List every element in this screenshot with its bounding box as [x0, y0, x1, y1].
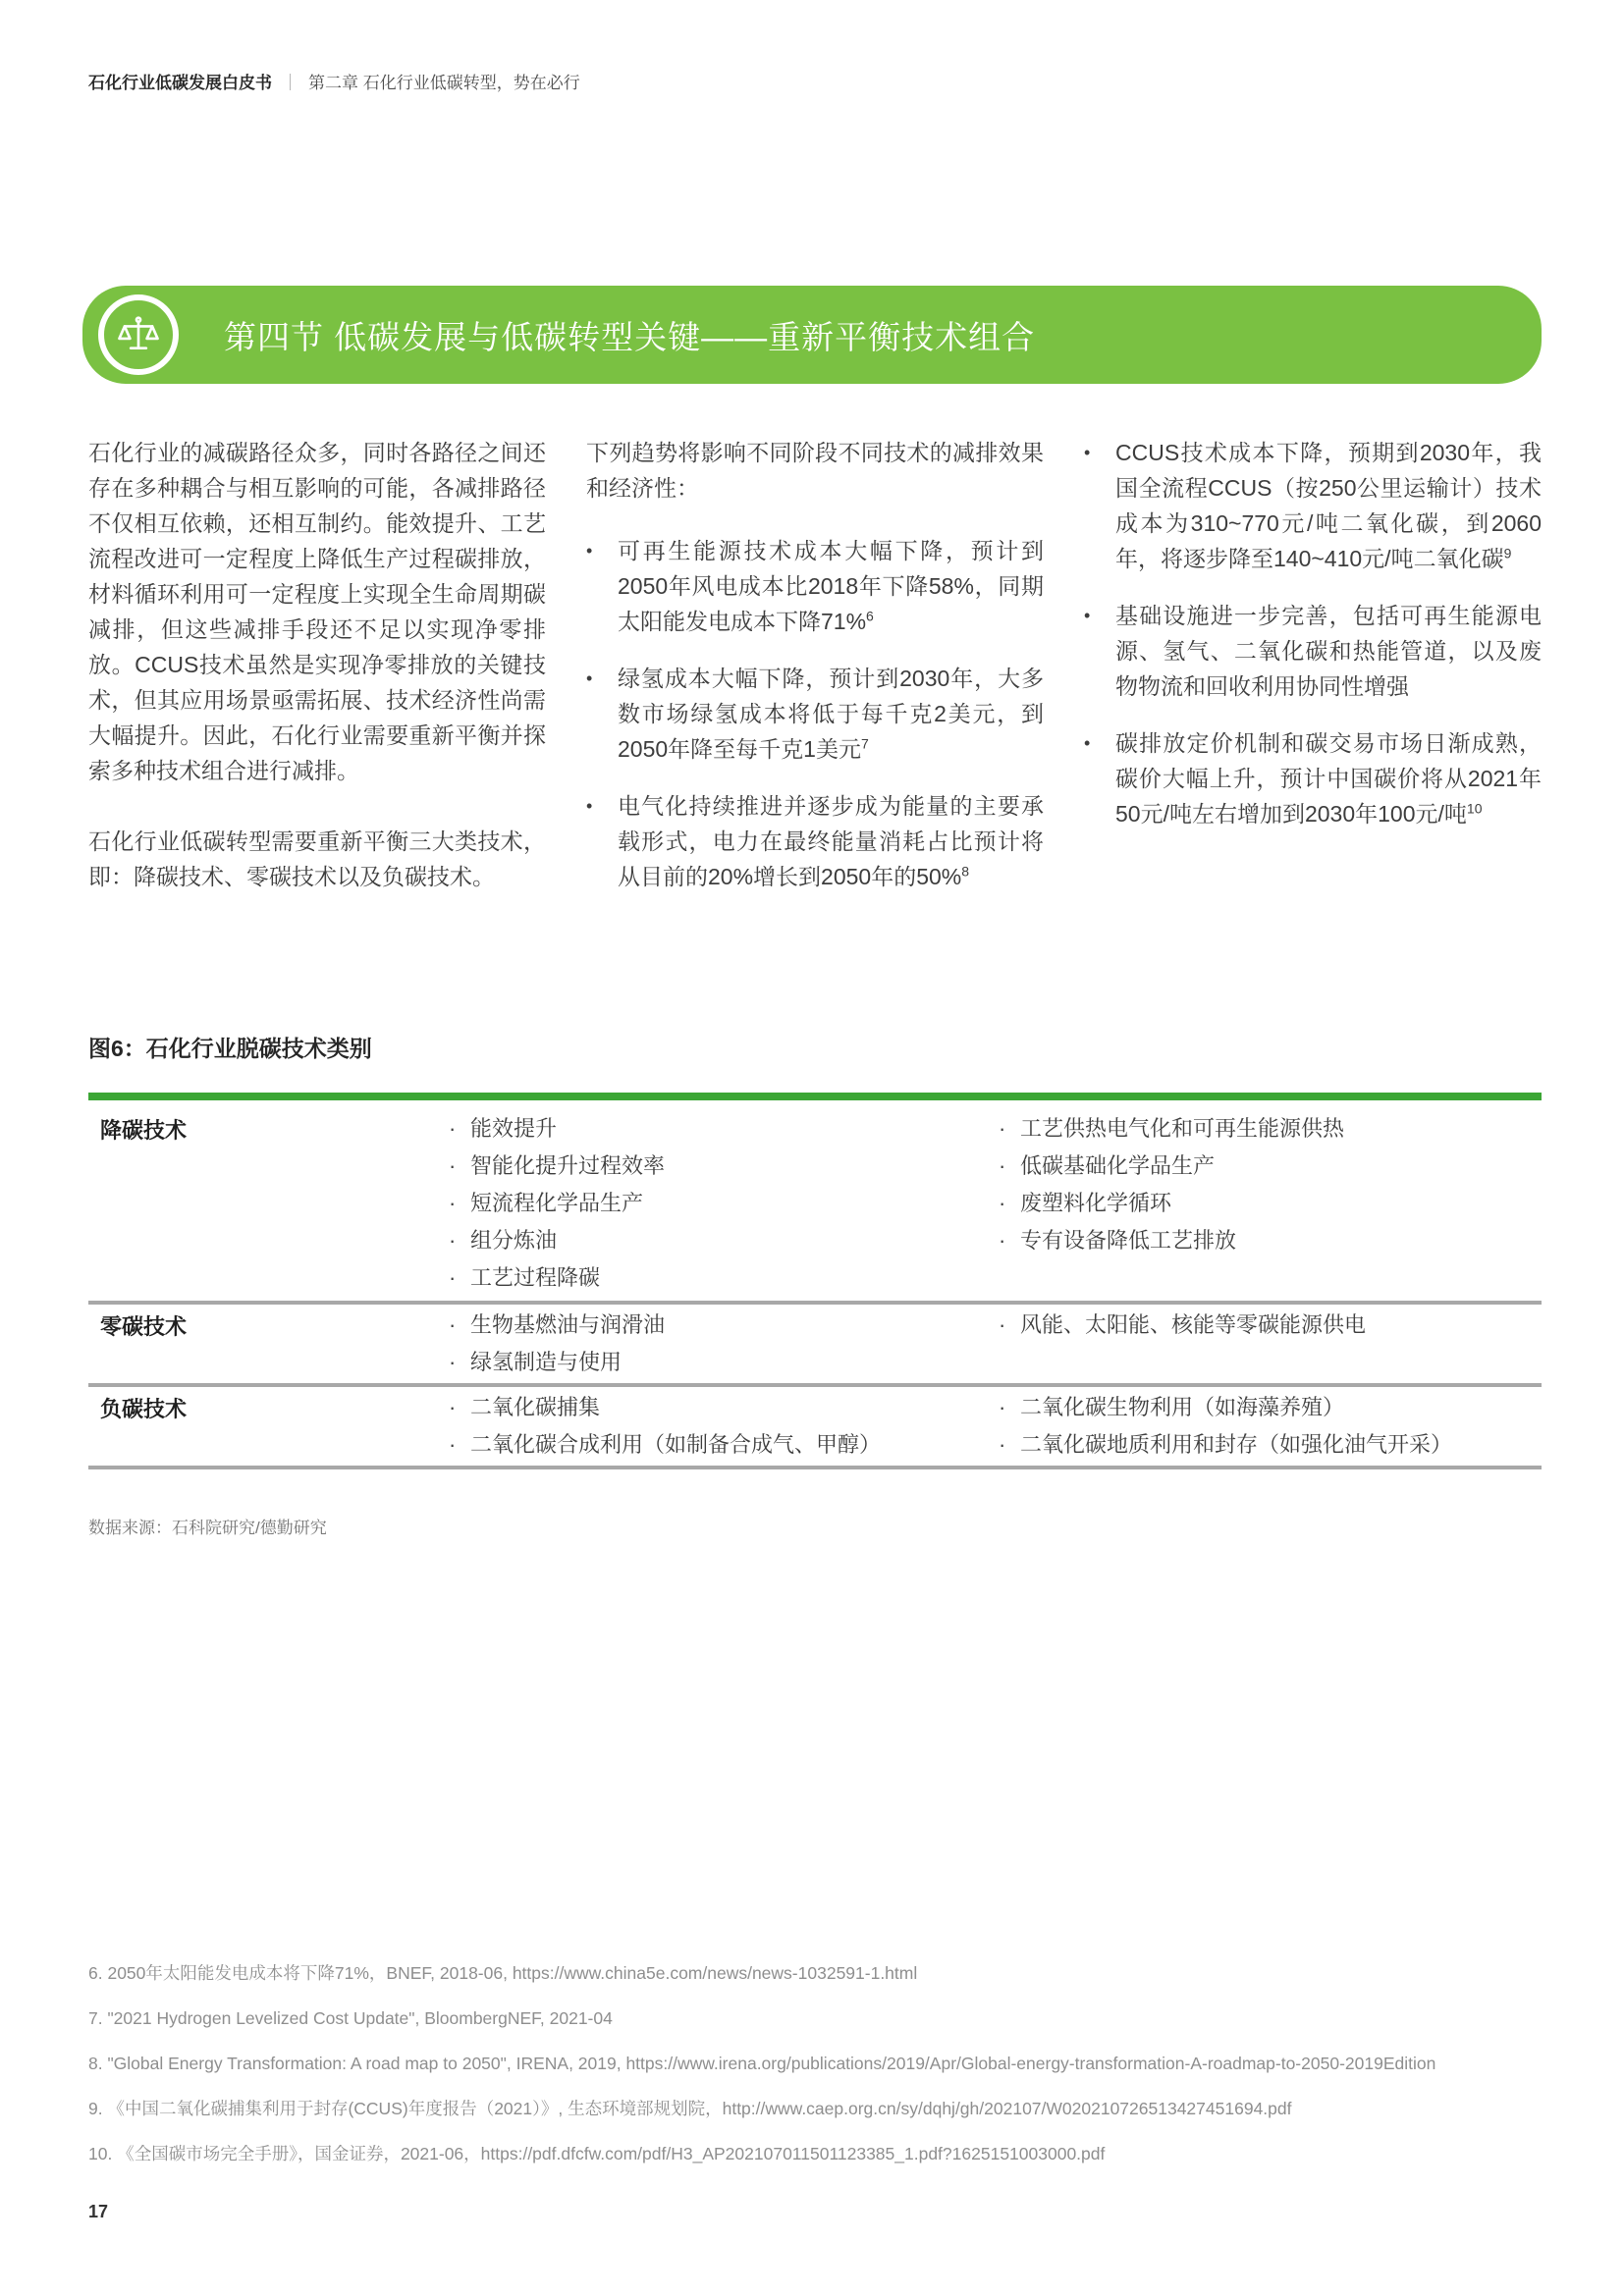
figure-6: [88, 1031, 1542, 1538]
trend-bullet: [1084, 598, 1542, 704]
technology-item: · 二氧化碳生物利用（如海藻养殖）: [999, 1389, 1542, 1426]
footnote: 9. 《中国二氧化碳捕集利用于封存(CCUS)年度报告（2021）》, 生态环境部规划院，http://www.caep.org.cn/sy/dqhj/gh/202107/W020210726513427451694.pdf: [88, 2099, 1292, 2118]
table-row: [88, 1100, 1542, 1305]
bullet-marker: ·: [449, 1265, 457, 1290]
technology-item: · 废塑料化学循环: [999, 1185, 1542, 1222]
trend-bullet: [1084, 435, 1542, 576]
scales-icon: [98, 294, 179, 375]
bullet-marker: ·: [999, 1153, 1006, 1178]
technology-item: · 低碳基础化学品生产: [999, 1148, 1542, 1185]
footnote: 7. "2021 Hydrogen Levelized Cost Update", BloombergNEF, 2021-04: [88, 2008, 613, 2028]
bullet-marker: ·: [999, 1228, 1006, 1253]
footnotes: [88, 1960, 1483, 2186]
header-divider: ｜: [282, 74, 298, 92]
bullet-marker: ·: [999, 1432, 1006, 1457]
running-head: [88, 69, 1542, 93]
technology-item: · 智能化提升过程效率: [449, 1148, 999, 1185]
technology-item: · 生物基燃油与润滑油: [449, 1307, 999, 1344]
table-row: [88, 1387, 1542, 1469]
section-title: 第四节 低碳发展与低碳转型关键——重新平衡技术组合: [224, 318, 1036, 355]
column-2: [586, 435, 1044, 916]
page-number: 17: [88, 2202, 109, 2221]
technology-item: · 二氧化碳捕集: [449, 1389, 999, 1426]
technology-item: · 工艺供热电气化和可再生能源供热: [999, 1110, 1542, 1148]
bullet-text: 可再生能源技术成本大幅下降，预计到2050年风电成本比2018年下降58%，同期太阳能发电成本下降71%: [618, 538, 1044, 634]
bullet-marker: ·: [449, 1116, 457, 1141]
bullet-marker: •: [1084, 443, 1091, 462]
figure-title: 图6：石化行业脱碳技术类别: [88, 1036, 372, 1061]
footnote: 6. 2050年太阳能发电成本将下降71%，BNEF, 2018-06, https://www.china5e.com/news/news-1032591-1.html: [88, 1963, 918, 1983]
technology-item: · 工艺过程降碳: [449, 1259, 999, 1297]
bullet-marker: ·: [999, 1395, 1006, 1419]
technology-item: · 二氧化碳地质利用和封存（如强化油气开采）: [999, 1426, 1542, 1464]
technology-item: · 专有设备降低工艺排放: [999, 1222, 1542, 1259]
section-banner: [82, 286, 1542, 384]
technology-list: [449, 1110, 999, 1297]
bullet-text: CCUS技术成本下降，预期到2030年，我国全流程CCUS（按250公里运输计）技术成本为310~770元/吨二氧化碳，到2060年，将逐步降至140~410元/吨二氧化碳: [1115, 440, 1542, 571]
technology-table: [88, 1093, 1542, 1469]
trends-intro: 下列趋势将影响不同阶段不同技术的减排效果和经济性：: [586, 440, 1044, 501]
bullet-marker: •: [1084, 733, 1091, 753]
technology-list: [999, 1307, 1542, 1381]
category-label: 零碳技术: [100, 1314, 188, 1339]
bullet-text: 绿氢成本大幅下降，预计到2030年，大多数市场绿氢成本将低于每千克2美元，到2050年降至每千克1美元: [618, 666, 1044, 762]
technology-item: · 风能、太阳能、核能等零碳能源供电: [999, 1307, 1542, 1344]
footnote: 8. "Global Energy Transformation: A road map to 2050", IRENA, 2019, https://www.irena.org/publications/2019/Apr/Global-energy-transformation-A-roadmap-to-2050-2019Edition: [88, 2054, 1436, 2073]
bullet-text: 电气化持续推进并逐步成为能量的主要承载形式，电力在最终能量消耗占比预计将从目前的20%增长到2050年的50%: [618, 793, 1044, 889]
bullet-marker: •: [1084, 606, 1091, 625]
bullet-marker: ·: [449, 1312, 457, 1337]
technology-item: · 组分炼油: [449, 1222, 999, 1259]
body-columns: [88, 435, 1542, 916]
bullet-text: 基础设施进一步完善，包括可再生能源电源、氢气、二氧化碳和热能管道，以及废物物流和回收利用协同性增强: [1115, 603, 1542, 699]
book-title: 石化行业低碳发展白皮书: [88, 74, 272, 92]
bullet-marker: ·: [449, 1395, 457, 1419]
paragraph: 石化行业的减碳路径众多，同时各路径之间还存在多种耦合与相互影响的可能，各减排路径不仅相互依赖，还相互制约。能效提升、工艺流程改进可一定程度上降低生产过程碳排放，材料循环利用可一定程度上实现全生命周期碳减排，但这些减排手段还不足以实现净零排放。CCUS技术虽然是实现净零排放的关键技术，但其应用场景亟需拓展、技术经济性尚需大幅提升。因此，石化行业需要重新平衡并探索多种技术组合进行减排。: [88, 440, 546, 783]
footnote-ref: 6: [866, 608, 874, 624]
technology-item: · 短流程化学品生产: [449, 1185, 999, 1222]
bullet-marker: ·: [449, 1350, 457, 1374]
bullet-marker: ·: [999, 1116, 1006, 1141]
column-1: [88, 435, 546, 916]
bullet-marker: ·: [449, 1191, 457, 1215]
technology-item: · 绿氢制造与使用: [449, 1344, 999, 1381]
trend-bullet: [586, 661, 1044, 767]
paragraph: 石化行业低碳转型需要重新平衡三大类技术，即：降碳技术、零碳技术以及负碳技术。: [88, 828, 546, 889]
trend-bullet: [586, 788, 1044, 894]
technology-list: [999, 1389, 1542, 1464]
bullet-marker: ·: [449, 1228, 457, 1253]
footnote-ref: 9: [1503, 545, 1512, 561]
bullet-marker: •: [586, 541, 593, 561]
bullet-marker: •: [586, 668, 593, 688]
technology-item: · 二氧化碳合成利用（如制备合成气、甲醇）: [449, 1426, 999, 1464]
bullet-marker: ·: [449, 1153, 457, 1178]
column-3: [1084, 435, 1542, 916]
bullet-marker: ·: [449, 1432, 457, 1457]
data-source-note: 数据来源：石科院研究/德勤研究: [88, 1519, 327, 1537]
bullet-marker: ·: [999, 1191, 1006, 1215]
trend-bullet: [1084, 725, 1542, 831]
category-label: 负碳技术: [100, 1397, 188, 1421]
bullet-text: 碳排放定价机制和碳交易市场日渐成熟，碳价大幅上升，预计中国碳价将从2021年50元/吨左右增加到2030年100元/吨: [1115, 730, 1542, 827]
footnote-ref: 8: [961, 863, 970, 880]
technology-list: [449, 1389, 999, 1464]
technology-list: [449, 1307, 999, 1381]
trend-bullet: [586, 533, 1044, 639]
bullet-marker: •: [586, 796, 593, 816]
footnote: 10. 《全国碳市场完全手册》，国金证券，2021-06，https://pdf.dfcfw.com/pdf/H3_AP202107011501123385_1.pdf?1625151003000.pdf: [88, 2144, 1106, 2163]
category-label: 降碳技术: [100, 1118, 188, 1143]
technology-item: · 能效提升: [449, 1110, 999, 1148]
technology-list: [999, 1110, 1542, 1297]
table-row: [88, 1305, 1542, 1387]
footnote-ref: 7: [860, 735, 869, 752]
footnote-ref: 10: [1466, 800, 1483, 817]
chapter-title: 第二章 石化行业低碳转型，势在必行: [308, 74, 580, 92]
bullet-marker: ·: [999, 1312, 1006, 1337]
